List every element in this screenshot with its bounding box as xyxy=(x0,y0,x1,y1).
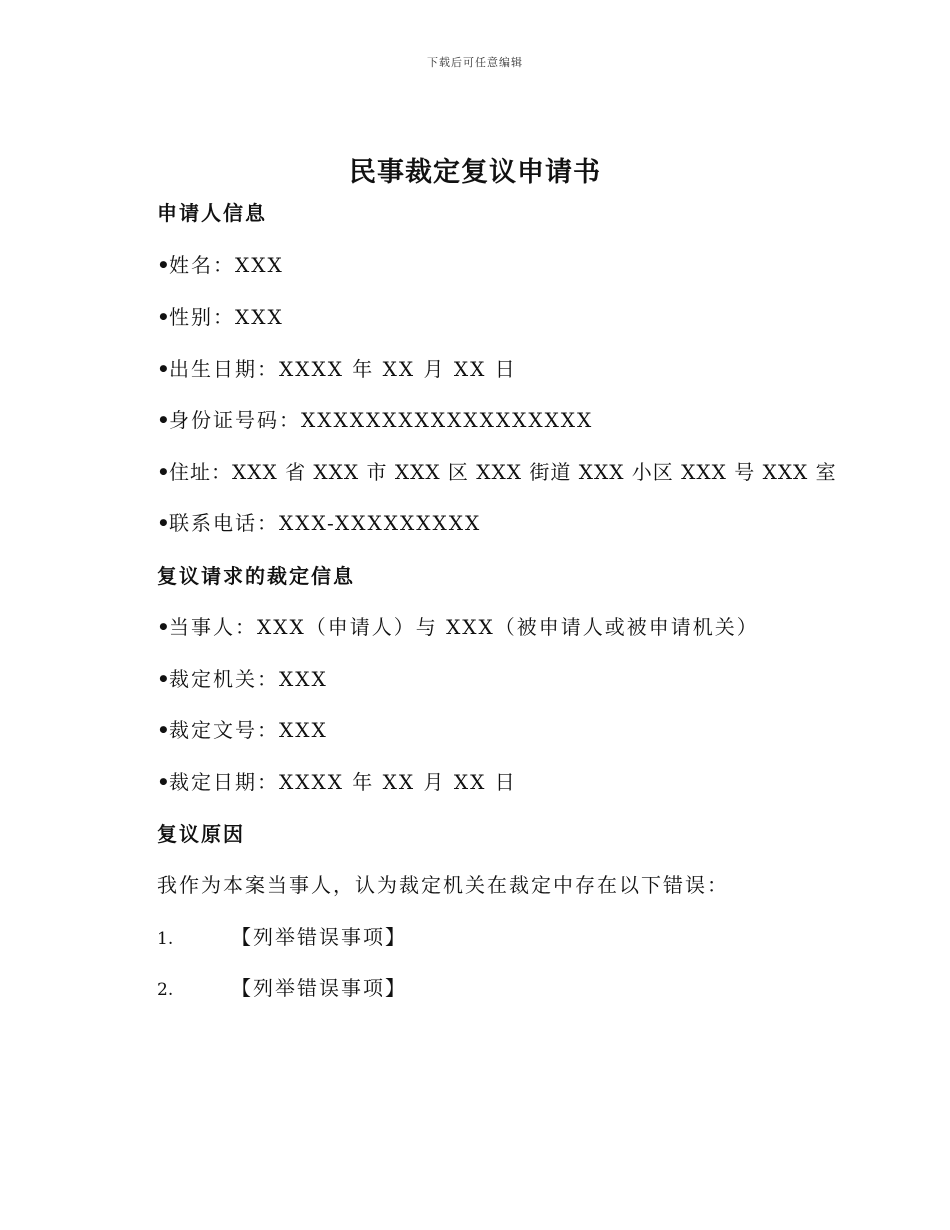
bullet-icon: • xyxy=(157,718,172,742)
reason-list-item xyxy=(157,921,407,950)
section-heading-applicant: 申请人信息 xyxy=(157,201,267,225)
applicant-id-line xyxy=(157,404,593,433)
applicant-id-number: 身份证号码：XXXXXXXXXXXXXXXXXX xyxy=(169,408,594,432)
reason-intro: 我作为本案当事人，认为裁定机关在裁定中存在以下错误： xyxy=(157,873,729,897)
ruling-document-number: 裁定文号：XXX xyxy=(169,718,328,742)
bullet-icon: • xyxy=(157,253,172,277)
applicant-address-line xyxy=(157,456,837,485)
bullet-icon: • xyxy=(157,770,172,794)
ruling-authority: 裁定机关：XXX xyxy=(169,667,328,691)
applicant-phone: 联系电话：XXX-XXXXXXXXX xyxy=(169,511,482,535)
applicant-gender-line xyxy=(157,301,284,330)
applicant-phone-line xyxy=(157,507,481,536)
list-number: 2. xyxy=(157,980,174,1000)
document-title: 民事裁定复议申请书 xyxy=(349,157,601,188)
list-number: 1. xyxy=(157,929,174,949)
ruling-date-line xyxy=(157,766,517,795)
bullet-icon: • xyxy=(157,460,172,484)
bullet-icon: • xyxy=(157,408,172,432)
reason-list-item xyxy=(157,972,407,1001)
bullet-icon: • xyxy=(157,511,172,535)
applicant-address: 住址：XXX 省 XXX 市 XXX 区 XXX 街道 XXX 小区 XXX 号 XXX 室 xyxy=(169,460,837,484)
ruling-date: 裁定日期：XXXX 年 XX 月 XX 日 xyxy=(169,770,517,794)
bullet-icon: • xyxy=(157,357,172,381)
ruling-number-line xyxy=(157,714,328,743)
section-heading-reason: 复议原因 xyxy=(157,822,245,846)
applicant-gender: 性别：XXX xyxy=(169,305,284,329)
bullet-icon: • xyxy=(157,305,172,329)
ruling-parties-line xyxy=(157,611,759,640)
bullet-icon: • xyxy=(157,615,172,639)
applicant-name-line xyxy=(157,249,284,278)
ruling-authority-line xyxy=(157,663,328,692)
list-item-text: 【列举错误事项】 xyxy=(231,976,407,1000)
applicant-birthdate-line xyxy=(157,353,517,382)
section-heading-ruling: 复议请求的裁定信息 xyxy=(157,564,355,588)
list-item-text: 【列举错误事项】 xyxy=(231,925,407,949)
bullet-icon: • xyxy=(157,667,172,691)
ruling-parties: 当事人：XXX（申请人）与 XXX（被申请人或被申请机关） xyxy=(169,615,759,639)
applicant-birthdate: 出生日期：XXXX 年 XX 月 XX 日 xyxy=(169,357,517,381)
applicant-name: 姓名：XXX xyxy=(169,253,284,277)
page-header-note: 下载后可任意编辑 xyxy=(427,56,523,69)
